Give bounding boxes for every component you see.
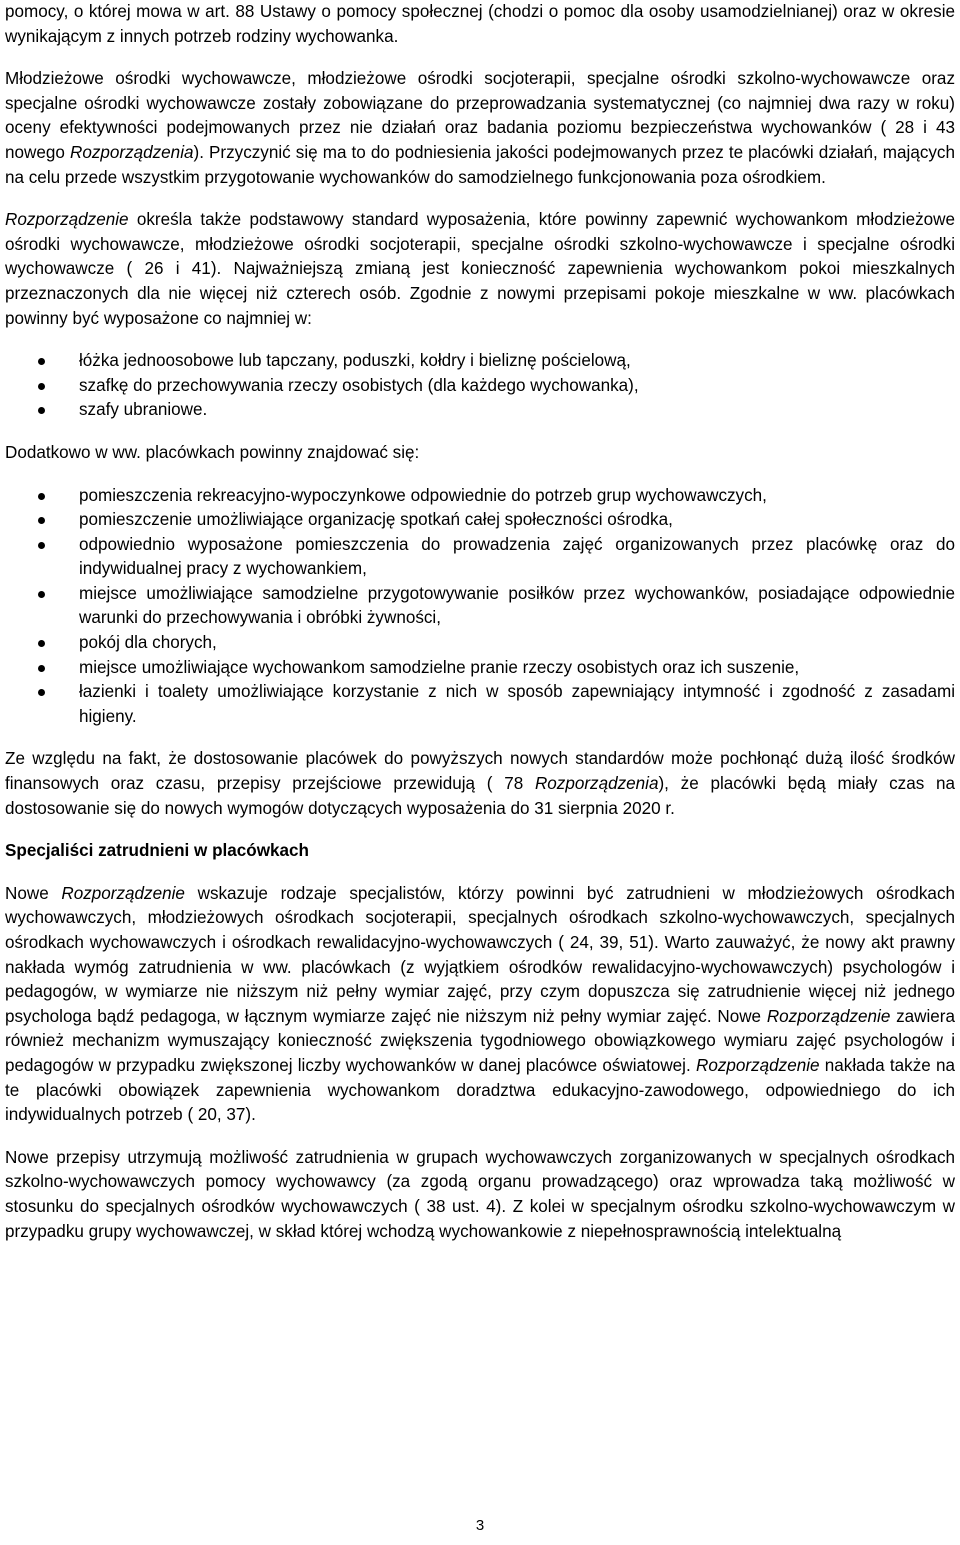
- paragraph-pomoc-wychowawcy: [5, 1146, 955, 1244]
- rozporzadzenie-emphasis: Rozporządzenia: [534, 774, 659, 794]
- bullet-icon: [38, 358, 45, 365]
- list-item-text: pomieszczenie umożliwiające organizację spotkań całej społeczności ośrodka,: [79, 510, 673, 530]
- bullet-icon: [38, 591, 45, 598]
- bullet-icon: [38, 517, 45, 524]
- paragraph-intro: [5, 0, 955, 49]
- list-item-text: szafkę do przechowywania rzeczy osobistych (dla każdego wychowanka),: [79, 375, 639, 395]
- list-item: [5, 656, 955, 681]
- bullet-icon: [38, 665, 45, 672]
- paragraph-specjalisci: [5, 882, 955, 1128]
- paragraph-osrodki: [5, 67, 955, 190]
- paragraph-dodatkowo: [5, 441, 955, 466]
- paragraph-text: Nowe: [5, 883, 62, 903]
- bullet-icon: [38, 383, 45, 390]
- list-item: [5, 533, 955, 582]
- list-item-text: pomieszczenia rekreacyjno-wypoczynkowe odpowiednie do potrzeb grup wychowawczych,: [79, 485, 767, 505]
- list-item-text: miejsce umożliwiające wychowankom samodzielne pranie rzeczy osobistych oraz ich suszenie,: [79, 657, 800, 677]
- bullet-icon: [38, 542, 45, 549]
- list-item-text: odpowiednio wyposażone pomieszczenia do prowadzenia zajęć organizowanych przez placówkę oraz do indywidualnej pracy z wychowankiem,: [79, 534, 955, 579]
- list-item: [5, 398, 955, 423]
- paragraph-text: Młodzieżowe ośrodki wychowawcze, młodzieżowe ośrodki socjoterapii, specjalne ośrodki szkolno-wychowawcze oraz specjalne ośrodki wychowawcze zostały zobowiązane do przeprowadzania systematycznej (co najmniej dwa razy w roku) oceny efektywności podejmowanych przez nie działań oraz badania poziomu bezpieczeństwa wychowanków ( 28 i 43 nowego: [5, 69, 955, 162]
- list-item: [5, 508, 955, 533]
- paragraph-text: Ze względu na fakt, że dostosowanie placówek do powyższych nowych standardów może pochłonąć dużą ilość środków finansowych oraz czasu, przepisy przejściowe przewidują ( 78: [5, 749, 955, 794]
- list-item-text: pokój dla chorych,: [79, 633, 217, 653]
- rozporzadzenie-emphasis: Rozporządzenie: [766, 1006, 891, 1026]
- list-item-text: łóżka jednoosobowe lub tapczany, poduszki, kołdry i bieliznę pościelową,: [79, 351, 631, 371]
- rozporzadzenie-emphasis: Rozporządzenie: [5, 210, 129, 230]
- paragraph-text: wskazuje rodzaje specjalistów, którzy powinni być zatrudnieni w młodzieżowych ośrodkach wychowawczych, młodzieżowych ośrodkach socjoterapii, specjalnych ośrodkach szkolno-wychowawczych, specjalnych ośrodkach wychowawczych i ośrodkach rewalidacyjno-wychowawczych ( 24, 39, 51). Warto zauważyć, że nowy akt prawny nakłada wymóg zatrudnienia w ww. placówkach (z wyjątkiem ośrodków rewalidacyjno-wychowawczych) psychologów i pedagogów, w wymiarze nie niższym niż pełny wymiar zajęć, przy czym dopuszcza się zatrudnienie więcej niż jednego psychologa bądź pedagoga, w łącznym wymiarze zajęć nie niższym niż pełny wymiar zajęć. Nowe: [5, 883, 955, 1026]
- list-item-text: łazienki i toalety umożliwiające korzystanie z nich w sposób zapewniający intymność i zgodność z zasadami higieny.: [79, 682, 955, 726]
- list-item: [5, 680, 955, 729]
- list-item: [5, 631, 955, 656]
- paragraph-text: nakłada także na te placówki obowiązek zapewnienia wychowankom doradztwa edukacyjno-zawodowego, odpowiedniego do ich indywidualnych potrzeb ( 20, 37).: [5, 1055, 956, 1125]
- bullet-icon: [38, 689, 45, 696]
- paragraph-text: określa także podstawowy standard wyposażenia, które powinny zapewnić wychowankom młodzieżowe ośrodki wychowawcze, młodzieżowe ośrodki socjoterapii, specjalne ośrodki szkolno-wychowawcze i specjalne ośrodki wychowawcze ( 26 i 41). Najważniejszą zmianą jest konieczność zapewnienia wychowankom pokoi mieszkalnych przeznaczonych dla nie więcej niż czterech osób. Zgodnie z nowymi przepisami pokoje mieszkalne w ww. placówkach powinny być wyposażone co najmniej w:: [5, 210, 955, 328]
- list-item: [5, 374, 955, 399]
- paragraph-text: zawiera również mechanizm wymuszający konieczność zwiększenia tygodniowego obowiązkowego wymiaru zajęć psychologów i pedagogów w przypadku zwiększonej liczby wychowanków w danej placówce oświatowej.: [5, 1006, 956, 1075]
- bullet-icon: [38, 407, 45, 414]
- paragraph-text: ), że placówki będą miały czas na dostosowanie się do nowych wymogów dotyczących wyposażenia do 31 sierpnia 2020 r.: [5, 774, 955, 818]
- bullet-icon: [38, 640, 45, 647]
- paragraph-text: Dodatkowo w ww. placówkach powinny znajdować się:: [5, 442, 420, 462]
- list-item: [5, 484, 955, 509]
- document-page: [5, 0, 955, 1244]
- paragraph-text: ). Przyczynić się ma to do podniesienia jakości podejmowanych przez te placówki działań, mających na celu przede wszystkim przygotowanie wychowanków do samodzielnego funkcjonowania poza ośrodkiem.: [5, 142, 955, 187]
- rozporzadzenie-emphasis: Rozporządzenie: [695, 1055, 820, 1075]
- paragraph-wyposazenie: [5, 208, 955, 331]
- list-item-text: szafy ubraniowe.: [79, 400, 208, 420]
- list-item-text: miejsce umożliwiające samodzielne przygotowywanie posiłków przez wychowanków, posiadające odpowiednie warunki do przechowywania i obróbki żywności,: [79, 583, 955, 628]
- bullet-icon: [38, 493, 45, 500]
- bullet-list-pokoje: [5, 349, 955, 423]
- rozporzadzenie-emphasis: Rozporządzenie: [61, 883, 185, 903]
- section-heading: Specjaliści zatrudnieni w placówkach: [5, 841, 309, 861]
- bullet-list-pomieszczenia: [5, 484, 955, 730]
- list-item: [5, 349, 955, 374]
- paragraph-text: Nowe przepisy utrzymują możliwość zatrudnienia w grupach wychowawczych zorganizowanych w specjalnych ośrodkach szkolno-wychowawczych pomocy wychowawcy (za zgodą organu prowadzącego) oraz wprowadza taką możliwość w stosunku do specjalnych ośrodków wychowawczych ( 38 ust. 4). Z kolei w specjalnym ośrodku szkolno-wychowawczym w przypadku grupy wychowawczej, w skład której wchodzą wychowankowie z niepełnosprawnością intelektualną: [5, 1147, 955, 1241]
- paragraph-text: pomocy, o której mowa w art. 88 Ustawy o pomocy społecznej (chodzi o pomoc dla osoby usamodzielnianej) oraz w okresie wynikającym z innych potrzeb rodziny wychowanka.: [5, 2, 955, 46]
- rozporzadzenie-emphasis: Rozporządzenia: [69, 142, 194, 162]
- paragraph-przepisy-przejsciowe: [5, 747, 955, 821]
- list-item: [5, 582, 955, 631]
- page-number: 3: [475, 1517, 485, 1534]
